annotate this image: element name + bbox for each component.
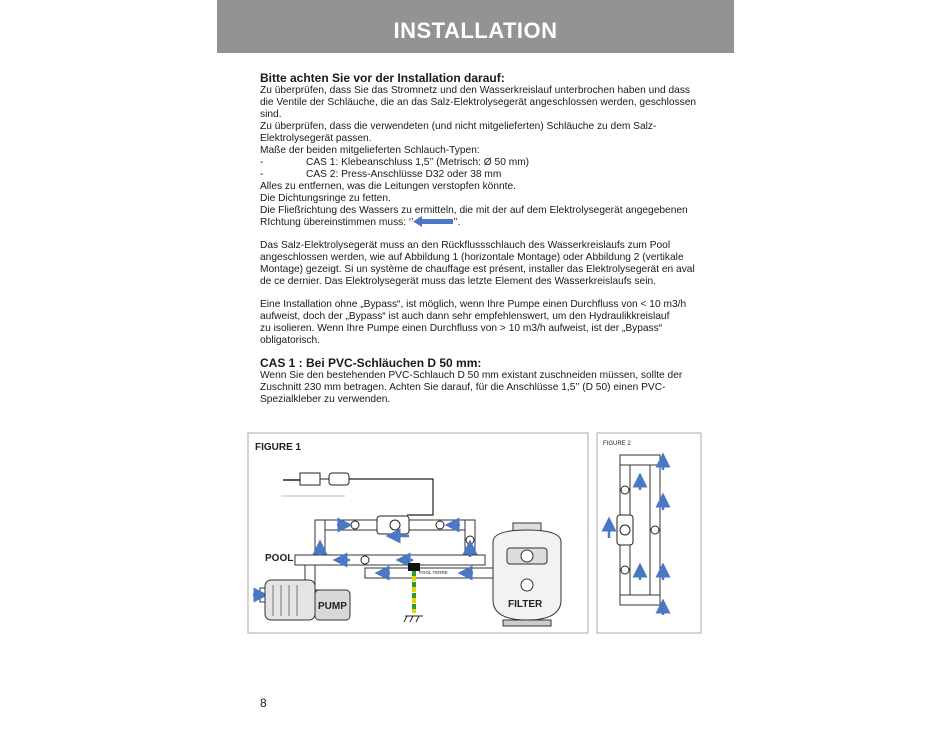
list-bullet: -: [260, 156, 264, 168]
salt-cell-icon: [617, 515, 633, 545]
intro-line: Alles zu entfernen, was die Leitungen verstopfen könnte.: [260, 180, 516, 192]
cas1-line: Spezialkleber zu verwenden.: [260, 393, 391, 405]
filter-label: FILTER: [508, 599, 543, 610]
list-item: [260, 157, 700, 169]
cas1-line: Wenn Sie den bestehenden PVC-Schlauch D 50 mm existant zuschneiden müssen, sollte der: [260, 370, 683, 382]
figure-1-title: FIGURE 1: [255, 442, 302, 453]
pool-terre-label: POOL TERRE: [419, 570, 448, 575]
cas1-heading: CAS 1 : Bei PVC-Schläuchen D 50 mm:: [260, 356, 482, 371]
intro-line: Die Dichtungsringe zu fetten.: [260, 192, 391, 204]
page-header: [217, 0, 734, 53]
pool-label: POOL: [265, 553, 294, 564]
pump-label: PUMP: [318, 601, 347, 612]
intro-line: Elektrolysegerät passen.: [260, 132, 372, 144]
filter-icon: [493, 523, 561, 626]
flow-direction-arrow-icon: [413, 216, 453, 227]
figure-1: [248, 433, 588, 633]
intro-line: Maße der beiden mitgelieferten Schlauch-Typen:: [260, 144, 480, 156]
richtung-line: [260, 216, 700, 229]
para3-line: aufweist, doch der „Bypass“ ist auch dann sehr empfehlenswert, um den Hydraulikkreislauf: [260, 311, 670, 323]
para3-line: obligatorisch.: [260, 335, 321, 347]
content-body: [260, 71, 700, 406]
para2-line: Montage) gezeigt. Si un système de chauffage est présent, installer das Elektrolysegerät en aval: [260, 264, 695, 276]
para3-line: zu isolieren. Wenn Ihre Pumpe einen Durchfluss von > 10 m3/h aufweist, ist der „Bypass“: [260, 323, 663, 335]
list-bullet: -: [260, 168, 264, 180]
list-text: CAS 2: Press-Anschlüsse D32 oder 38 mm: [306, 168, 502, 180]
para2-line: de ce dernier. Das Elektrolysegerät muss das letzte Element des Wasserkreislaufs sein.: [260, 276, 656, 288]
page-title: INSTALLATION: [393, 18, 558, 43]
page-number: 8: [260, 696, 267, 710]
intro-heading: Bitte achten Sie vor der Installation darauf:: [260, 71, 505, 85]
para2-line: Das Salz-Elektrolysegerät muss an den Rückflussschlauch des Wasserkreislaufs zum Pool: [260, 240, 671, 252]
intro-line: sind.: [260, 108, 282, 120]
para3-line: Eine Installation ohne „Bypass“, ist möglich, wenn Ihre Pumpe einen Durchfluss von < 10 m3/h: [260, 299, 687, 311]
cas1-line: Zuschnitt 230 mm betragen. Achten Sie darauf, für die Anschlüsse 1,5’’ (D 50) einen PVC-: [260, 382, 666, 394]
list-item: [260, 169, 700, 181]
para2-line: angeschlossen werden, wie auf Abbildung 1 (horizontale Montage) oder Abbildung 2 (vertikale: [260, 252, 684, 264]
figure-2-title: FIGURE 2: [603, 441, 631, 447]
installation-figures: [245, 430, 703, 636]
intro-line: Zu überprüfen, dass die verwendeten (und nicht mitgelieferten) Schläuche zu dem Salz-: [260, 120, 657, 132]
richtung-pre: RIchtung übereinstimmen muss: ‘’: [260, 217, 414, 229]
intro-line: Die Fließrichtung des Wassers zu ermitteln, die mit der auf dem Elektrolysegerät angegebenen: [260, 204, 688, 216]
intro-line: Zu überprüfen, dass Sie das Stromnetz und den Wasserkreislauf unterbrochen haben und dass: [260, 85, 691, 96]
figure-2: [597, 433, 701, 633]
richtung-post: ’’.: [453, 217, 461, 229]
intro-line: die Ventile der Schläuche, die an das Salz-Elektrolysegerät angeschlossen werden, geschlossen: [260, 96, 697, 108]
list-text: CAS 1: Klebeanschluss 1,5’’ (Metrisch: Ø 50 mm): [306, 156, 530, 168]
